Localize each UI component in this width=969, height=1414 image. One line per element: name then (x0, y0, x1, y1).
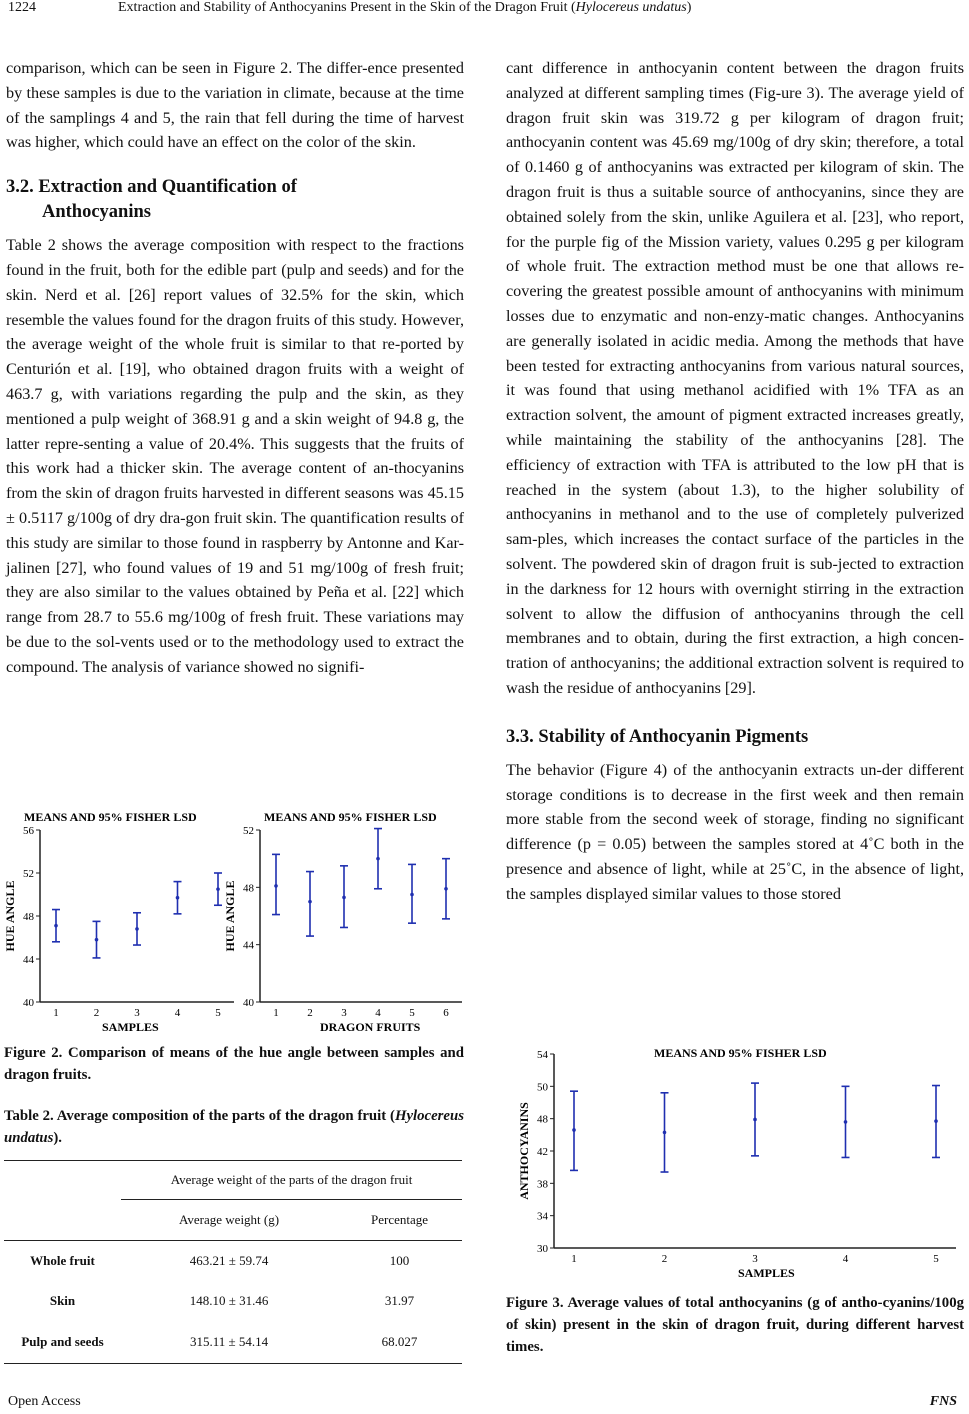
table-cell-weight: 315.11 ± 54.14 (189, 1334, 269, 1349)
x-tick-label: 3 (341, 1007, 347, 1019)
x-axis-label: DRAGON FRUITS (320, 1020, 421, 1034)
page-number: 1224 (8, 0, 36, 15)
y-tick-label: 30 (537, 1243, 548, 1255)
paragraph-left-1: comparison, which can be seen in Figure 2. The differ-ence presented by these samples is due to the variation in climate, because at the time of the samplings 4 and 5, the rain that fell during the time of harvest was higher, which could have an effect on the color of the skin. (6, 59, 464, 152)
footer-journal: FNS (929, 1394, 957, 1409)
y-tick-label: 50 (537, 1081, 548, 1094)
y-tick-label: 52 (23, 868, 34, 880)
y-tick-label: 44 (243, 939, 254, 952)
y-tick-label: 42 (537, 1146, 548, 1158)
x-tick-label: 4 (375, 1007, 381, 1019)
table-cell-percent: 100 (389, 1253, 410, 1268)
x-axis-label: SAMPLES (102, 1020, 159, 1034)
figure-2-caption: Figure 2. Comparison of means of the hue angle between samples and dragon fruits. (4, 1045, 464, 1083)
y-tick-label: 48 (243, 882, 254, 895)
mean-point (95, 938, 99, 942)
mean-point (572, 1128, 576, 1132)
figure-2 (2, 806, 470, 1034)
y-axis-label: ANTHOCYANINS (517, 1102, 531, 1200)
mean-point (135, 927, 139, 931)
chart-title: MEANS AND 95% FISHER LSD (24, 810, 197, 824)
mean-point (308, 900, 312, 904)
chart-title: MEANS AND 95% FISHER LSD (264, 810, 437, 824)
table-cell-weight: 463.21 ± 59.74 (189, 1253, 269, 1268)
paragraph-left-2: Table 2 shows the average composition with respect to the fractions found in the fruit, both for the edible part (pulp and seeds) and for the skin. Nerd et al. [26] report values of 32.5% for the skin, which resemble the values found for the dragon fruits of this study. However, the average weight of the whole fruit is similar to that re-ported by Centurión et al. [19], who obtained dragon fruits with a weight of 463.7 g, with variations regarding the pulp and the skin, as they mentioned a pulp weight of 368.91 g and a skin weight of 94.8 g, the latter repre-senting a value of 20.4%. This suggests that the fruits of this work had a thicker skin. The average content of an-thocyanins from the skin of dragon fruits harvested in different seasons was 45.15 ± 0.5117 g/100g of dry dra-gon fruit skin. The quantification results of this study are similar to those found in raspberry by Antonne and Kar-jalinen [27], who found values of 19 and 51 mg/100g of fresh fruit; they are also similar to the values obtained by Peña et al. [22] which range from 28.7 to 55.6 mg/100g of fresh fruit. These variations may be due to the sol-vents used or to the methodology used to extract the compound. The analysis of variance showed no signifi- (6, 236, 464, 676)
x-tick-label: 5 (933, 1253, 939, 1265)
table-cell-part: Skin (49, 1293, 76, 1308)
paragraph-right-1: cant difference in anthocyanin content between the dragon fruits analyzed at different sampling times (Fig-ure 3). The average yield of dragon fruit skin was 319.72 g per kilogram of dragon fruit; anthocyanin content was 45.69 mg/100g of dry skin; therefore, a total of 0.1460 g of anthocyanins was extracted per kilogram of skin. The dragon fruit is thus a suitable source of anthocyanins, since they are obtained solely from the skin, unlike Aguilera et al. [23], who report, for the purple fig of the Mission variety, values 0.295 g per kilogram of whole fruit. The extraction method must be one that allows re-covering the greatest possible amount of anthocyanins with minimum losses due to enzymatic and non-enzy-matic changes. Anthocyanins are generally isolated in acidic media. Among the methods that have been tested for extracting anthocyanins from various natural sources, it was found that using methanol acidified with 1% TFA as an extraction solvent, the amount of pigment extracted increases greatly, while maintaining the stability of the anthocyanins [28]. The efficiency of extraction with TFA is attributed to the low pH that is reached in the system (about 1.3), to the higher solubility of anthocyanins in methanol and to the use of completely pulverized sam-ples, which increases the contact surface of the particles in the solvent. The powdered skin of dragon fruit is sub-jected to extraction in the darkness for 12 hours with overnight stirring in the extraction solvent to allow the diffusion of anthocyanins through the cell membranes and to obtain, during the first extraction, a high concen-tration of anthocyanins; the additional extraction solvent is required to wash the residue of anthocyanins [29]. (506, 59, 964, 697)
figure-3 (506, 1036, 968, 1286)
footer-open-access: Open Access (8, 1394, 81, 1409)
y-tick-label: 38 (537, 1178, 548, 1191)
x-axis-label: SAMPLES (738, 1266, 795, 1280)
table-2-caption: Table 2. Average composition of the parts of the dragon fruit (Hylocereus undatus). (4, 1108, 464, 1146)
x-tick-label: 1 (571, 1253, 577, 1265)
running-title: Extraction and Stability of Anthocyanins Present in the Skin of the Dragon Fruit (Hylocereus undatus) (118, 0, 692, 15)
table-2 (4, 1160, 462, 1364)
y-tick-label: 48 (23, 911, 34, 923)
x-tick-label: 5 (215, 1007, 221, 1019)
y-tick-label: 34 (537, 1210, 548, 1223)
right-column (506, 56, 964, 907)
x-tick-label: 4 (174, 1007, 181, 1019)
mean-point (274, 884, 278, 888)
mean-point (216, 887, 220, 891)
y-axis-label: HUE ANGLE (223, 880, 237, 952)
section-heading-3-3: 3.3. Stability of Anthocyanin Pigments (506, 726, 809, 747)
chart-anthocyanins-samples (517, 1046, 956, 1280)
table-header-percent: Percentage (371, 1212, 429, 1227)
x-tick-label: 3 (752, 1253, 758, 1265)
mean-point (663, 1131, 667, 1135)
x-tick-label: 4 (842, 1253, 849, 1265)
table-row (4, 1281, 462, 1321)
chart-hue-samples (3, 810, 234, 1034)
mean-point (376, 857, 380, 861)
x-tick-label: 1 (53, 1007, 59, 1019)
table-row (4, 1241, 462, 1282)
mean-point (844, 1120, 848, 1124)
left-column (6, 56, 464, 680)
y-tick-label: 40 (243, 997, 254, 1009)
y-axis-label: HUE ANGLE (3, 880, 17, 952)
table-header-weight: Average weight (g) (178, 1212, 280, 1227)
table-cell-percent: 68.027 (381, 1334, 418, 1349)
y-tick-label: 56 (23, 825, 34, 837)
mean-point (444, 887, 448, 891)
y-tick-label: 40 (23, 997, 34, 1009)
paragraph-right-2: The behavior (Figure 4) of the anthocyanin extracts un-der different storage conditions is to decrease in the first week and then remain more stable from the second week of storage, finding no significant difference (p = 0.05) between the samples stored at 4˚C both in the presence and absence of light, while at 25˚C, in the absence of light, the samples displayed similar values to those stored (506, 760, 964, 903)
table-cell-part: Pulp and seeds (21, 1334, 104, 1349)
mean-point (934, 1119, 938, 1123)
x-tick-label: 2 (307, 1007, 313, 1019)
x-tick-label: 3 (134, 1007, 140, 1019)
x-tick-label: 6 (443, 1007, 449, 1019)
section-heading-3-2: 3.2. Extraction and Quantification of Anthocyanins (6, 177, 297, 223)
chart-hue-dragon-fruits (223, 810, 462, 1034)
mean-point (753, 1118, 757, 1122)
y-tick-label: 44 (23, 954, 34, 966)
figure-3-caption: Figure 3. Average values of total anthocyanins (g of antho-cyanins/100g of skin) present in the skin of dragon fruit, during different harvest times. (506, 1295, 964, 1355)
x-tick-label: 2 (661, 1253, 668, 1265)
mean-point (410, 893, 414, 897)
table-group-header: Average weight of the parts of the dragon fruit (121, 1161, 462, 1200)
x-tick-label: 5 (409, 1007, 415, 1019)
chart-title: MEANS AND 95% FISHER LSD (654, 1046, 827, 1060)
mean-point (176, 896, 180, 900)
y-tick-label: 52 (243, 825, 254, 837)
mean-point (54, 924, 58, 928)
x-tick-label: 1 (273, 1007, 279, 1019)
table-cell-weight: 148.10 ± 31.46 (189, 1293, 269, 1308)
table-row (4, 1321, 462, 1364)
table-cell-part: Whole fruit (30, 1253, 95, 1268)
table-cell-percent: 31.97 (384, 1293, 415, 1308)
y-tick-label: 54 (537, 1049, 548, 1061)
x-tick-label: 2 (93, 1007, 100, 1019)
mean-point (342, 896, 346, 900)
y-tick-label: 48 (537, 1113, 548, 1126)
